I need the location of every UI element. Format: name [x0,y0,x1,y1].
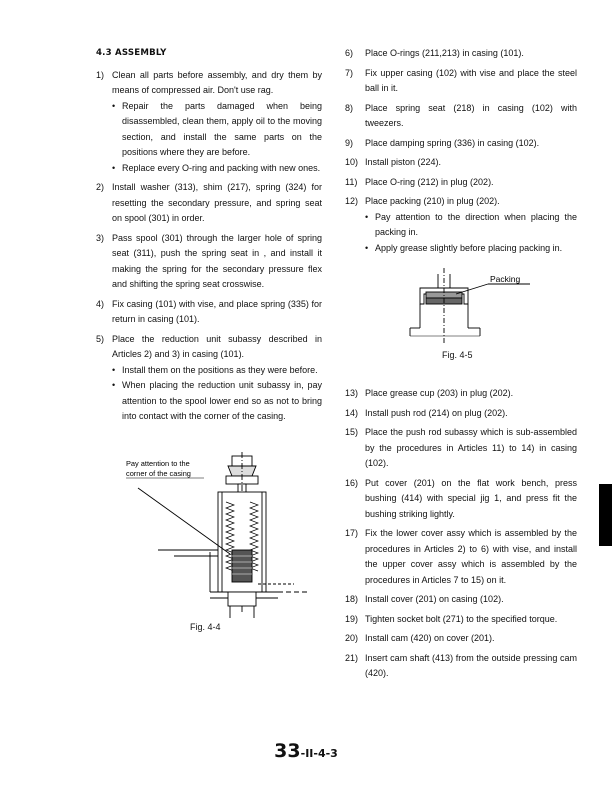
step-item [345,592,577,608]
figure-4-4 [118,452,318,618]
step-number: 7) [345,67,354,78]
step-item [345,386,577,402]
step-item [345,476,577,523]
step-text: Clean all parts before assembly, and dry them by means of compressed air. Don't use rag. [112,69,322,95]
page-number-minor: -II-4-3 [300,747,338,760]
step-item [345,66,577,97]
step-number: 11) [345,176,358,187]
step-item [345,101,577,132]
step-text: Place spring seat (218) in casing (102) with tweezers. [365,102,577,128]
step-item [345,155,577,171]
step-number: 13) [345,388,359,398]
figure-4-5 [400,268,540,344]
step-text: Place O-ring (212) in plug (202). [365,176,494,187]
step-item [345,612,577,628]
left-step-list [96,68,322,425]
step-item [96,332,322,425]
step-number: 3) [96,232,105,243]
step-bullet: • When placing the reduction unit subassy in, pay attention to the spool lower end so as not to bring into contact with the corner of the casing. [112,378,322,425]
section-heading: 4.3 ASSEMBLY [96,48,167,58]
step-item [96,231,322,293]
step-number: 21) [345,652,359,663]
step-number: 1) [96,69,105,80]
right-step-list-b [345,386,577,682]
step-number: 6) [345,48,354,58]
step-text: Place the push rod subassy which is sub-assembled by the procedures in Articles 11) to 14) in casing (102). [365,427,577,468]
step-text: Install washer (313), shim (217), spring (324) for resetting the secondary pressure, and spring seat on spool (301) in order. [112,182,322,223]
step-item [345,46,577,62]
step-text: Tighten socket bolt (271) to the specified torque. [365,613,558,624]
step-text: Install push rod (214) on plug (202). [365,407,508,418]
step-number: 19) [345,613,359,624]
page-number-major: 33 [274,740,301,762]
step-text: Pass spool (301) through the larger hole of spring seat (311), push the spring seat in , and install it making the spring for the secondary pressure flex and shifting the spring seat crosswise. [112,232,322,289]
step-bullet: • Apply grease slightly before placing packing in. [365,241,577,257]
step-item [345,651,577,682]
step-number: 9) [345,137,354,148]
step-bullet: • Pay attention to the direction when placing the packing in. [365,210,577,241]
step-text: Install cam (420) on cover (201). [365,633,495,643]
step-number: 5) [96,333,105,344]
step-bullet: • Repair the parts damaged when being disassembled, clean them, apply oil to the moving section, and install the same parts on the positions where they are before. [112,99,322,161]
step-bullet: • Install them on the positions as they were before. [112,363,322,379]
step-text: Fix upper casing (102) with vise and place the steel ball in it. [365,67,577,93]
step-number: 17) [345,528,359,538]
step-bullet: • Replace every O-ring and packing with new ones. [112,161,322,177]
right-step-list-a [345,46,577,256]
chapter-tab-marker [599,484,612,546]
fig-4-4-caption: Fig. 4-4 [190,622,221,632]
step-number: 14) [345,407,359,418]
right-column-upper [345,46,577,260]
step-number: 16) [345,477,359,488]
step-text: Insert cam shaft (413) from the outside pressing cam (420). [365,652,577,678]
step-number: 12) [345,196,359,206]
fig-4-4-label-line1: Pay attention to the [126,459,190,468]
step-number: 4) [96,298,105,309]
step-text: Place the reduction unit subassy described in Articles 2) and 3) in casing (101). [112,333,322,359]
step-text: Place packing (210) in plug (202). [365,196,500,206]
step-item [345,136,577,152]
step-text: Place O-rings (211,213) in casing (101). [365,48,524,58]
fig-4-4-label-line2: corner of the casing [126,469,191,478]
page-number [0,740,612,762]
step-text: Fix casing (101) with vise, and place spring (335) for return in casing (101). [112,298,322,324]
fig-4-5-caption: Fig. 4-5 [442,350,473,360]
step-number: 8) [345,102,354,113]
step-number: 10) [345,157,359,167]
step-item [345,194,577,256]
step-text: Install piston (224). [365,157,442,167]
step-item [345,526,577,588]
step-item [345,631,577,647]
step-item [345,425,577,472]
step-number: 15) [345,427,359,437]
fig-4-5-packing-label: Packing [490,274,521,284]
step-item [96,180,322,227]
step-text: Install cover (201) on casing (102). [365,594,504,604]
step-text: Fix the lower cover assy which is assembled by the procedures in Articles 2) to 6) with vise, and install the upper cover assy which is assembled by the procedures in Articles 7 to 15) on it. [365,528,577,585]
step-number: 18) [345,594,359,604]
step-number: 2) [96,182,105,192]
step-item [96,68,322,177]
step-item [345,175,577,191]
left-column [96,46,322,429]
right-column-lower [345,386,577,686]
step-item [345,406,577,422]
step-text: Place grease cup (203) in plug (202). [365,388,514,398]
step-text: Put cover (201) on the flat work bench, press bushing (414) with special jig 1, and press fit the bushing striking lightly. [365,477,577,519]
step-text: Place damping spring (336) in casing (102). [365,137,540,148]
step-item [96,297,322,328]
step-number: 20) [345,633,359,643]
